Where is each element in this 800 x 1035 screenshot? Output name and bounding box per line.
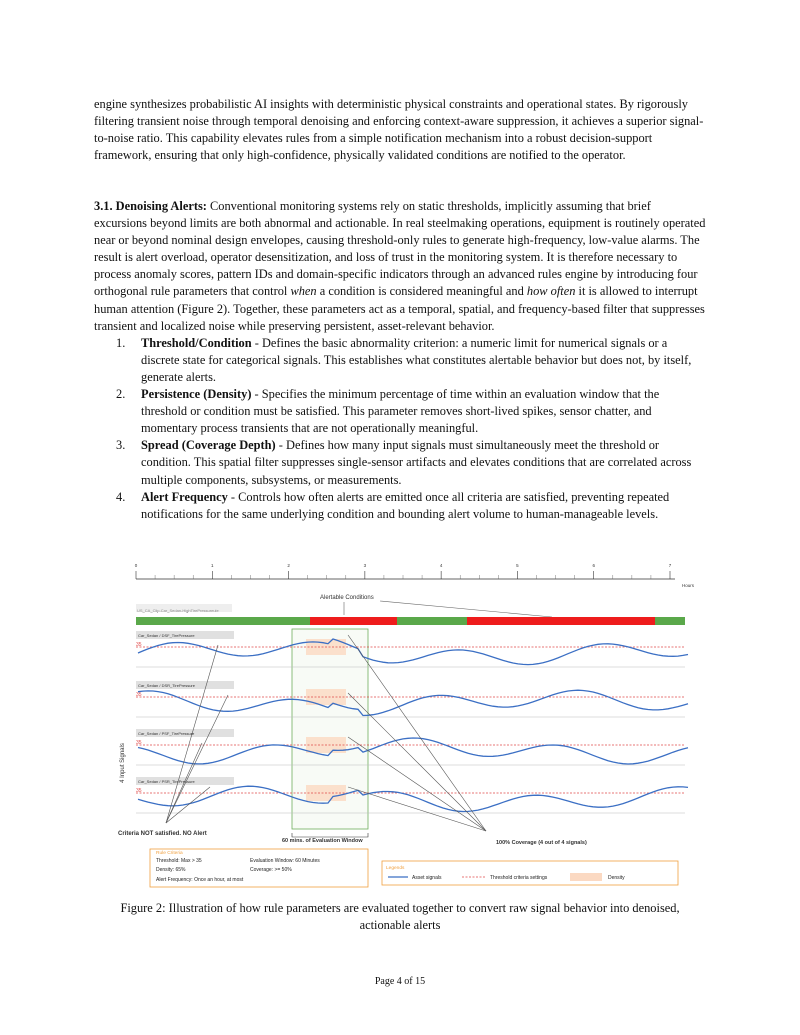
rule-bar-green: [397, 617, 467, 625]
list-number: 4.: [116, 489, 126, 504]
rule-bar-green: [136, 617, 310, 625]
section-text-c: it is allowed to interrupt human attention (Figure 2). Together, these parameters act as a temporal, spatial, and frequency-based filter that suppresses transient and localized noise while preserving persistent, asset-relevant behavior.: [94, 284, 705, 333]
list-item: [94, 335, 706, 386]
rule-bar-green: [655, 617, 685, 625]
list-term: Alert Frequency: [141, 489, 228, 504]
coverage-label: 100% Coverage (4 out of 4 signals): [496, 840, 587, 846]
list-desc: - Controls how often alerts are emitted once all criteria are satisfied, preventing repeated notifications for the same underlying condition and bounding alert volume to human-manageable levels.: [141, 489, 670, 521]
annotation-line: [166, 695, 228, 823]
axis-tick-label: 7: [668, 563, 672, 568]
window-bracket: [292, 833, 368, 837]
legend-density: Density: [608, 875, 625, 881]
axis-tick-label: 0: [134, 563, 138, 568]
figure-diagram: [110, 555, 695, 895]
asset-signal-line: [138, 690, 688, 715]
axis-tick-label: 6: [592, 563, 595, 568]
signal-panels: [136, 631, 688, 813]
list-term: Persistence (Density): [141, 387, 252, 402]
window-label: 60 mins. of Evaluation Window: [282, 838, 363, 844]
asset-signal-line: [138, 639, 688, 665]
criteria-window: Evaluation Window: 60 Minutes: [250, 858, 320, 864]
criteria-frequency: Alert Frequency: Once an hour, at most: [156, 877, 244, 883]
legend-asset: Asset signals: [412, 875, 442, 881]
annotation-line: [348, 693, 486, 831]
rule-bar-red: [310, 617, 397, 625]
axis-ticks: [135, 563, 672, 579]
threshold-value: 35: [136, 642, 142, 648]
axis-tick-label: 4: [439, 563, 443, 568]
rule-parameter-list: [94, 335, 706, 523]
list-desc: - Defines how many input signals must simultaneously meet the threshold or condition. This spatial filter suppresses single-sensor artifacts and elevates conditions that are correlated across multiple components, subsystems, or measurements.: [141, 438, 692, 487]
list-term: Spread (Coverage Depth): [141, 438, 276, 453]
signal-label: Car_Sedan / DSR_TirePressure: [138, 683, 195, 688]
axis-tick-label: 3: [363, 563, 367, 568]
axis-unit: Hours: [682, 583, 695, 588]
section-text-b: a condition is considered meaningful and: [316, 284, 527, 299]
threshold-value: 35: [136, 740, 142, 746]
page-number: Page 4 of 15: [374, 976, 426, 987]
criteria-density: Density: 65%: [156, 867, 186, 873]
signal-panel: [136, 631, 688, 667]
annotation-line: [348, 737, 486, 831]
annotation-line: [348, 787, 486, 831]
axis-tick-label: 1: [211, 563, 214, 568]
section-paragraph: [94, 198, 706, 335]
rule-criteria-box: [150, 849, 368, 887]
threshold-value: 35: [136, 692, 142, 698]
list-item: [94, 386, 706, 437]
list-number: 3.: [116, 438, 126, 453]
criteria-not-satisfied-label: Criteria NOT satisfied. NO Alert: [118, 831, 207, 837]
intro-paragraph: [94, 96, 706, 164]
section-text-a: Conventional monitoring systems rely on static thresholds, implicitly assuming that brief excursions beyond limits are both abnormal and actionable. In real steelmaking operations, equipment is routinely operated near or beyond nominal design envelopes, causing threshold-only rules to generate high-frequency, low-value alarms. The result is alert overload, operator desensitization, and loss of trust in the monitoring system. It is therefore necessary to process anomaly scores, pattern IDs and domain-specific indicators through an advanced rules engine by introducing four orthogonal rule parameters that control: [94, 199, 706, 299]
asset-signal-line: [138, 738, 688, 764]
alertable-conditions-label: Alertable Conditions: [320, 595, 374, 601]
axis-tick-label: 2: [287, 563, 290, 568]
time-axis: [135, 563, 695, 588]
intro-text: engine synthesizes probabilistic AI insights with deterministic physical constraints and operational states. By rigorously filtering transient noise through temporal denoising and enforcing context-aware suppression, it achieves a superior signal-to-noise ratio. This capability elevates rules from a simple notification mechanism into a robust decision-support framework, ensuring that only high-confidence, physically validated conditions are notified to the operator.: [94, 97, 704, 163]
section-3-1: [94, 198, 706, 523]
list-desc: - Defines the basic abnormality criterion: a numeric limit for numerical signals or a discrete state for categorical signals. This establishes what constitutes alertable behavior but does not, by itself, generate alerts.: [141, 335, 692, 384]
arrow-line: [380, 601, 552, 617]
signal-panel: [136, 729, 688, 765]
signal-panel: [136, 681, 688, 717]
rule-criteria-title: Rule Criteria: [156, 851, 183, 856]
annotation-line: [348, 635, 486, 831]
section-heading: 3.1. Denoising Alerts:: [94, 199, 207, 213]
criteria-coverage: Coverage: >= 50%: [250, 867, 292, 873]
signal-label: Car_Sedan / DSF_TirePressure: [138, 633, 195, 638]
legend-box: [382, 861, 678, 885]
criteria-threshold: Threshold: Max > 35: [156, 858, 202, 864]
list-desc: - Specifies the minimum percentage of time within an evaluation window that the threshold or condition must be satisfied. This parameter removes short-lived spikes, sensor chatter, and momentary process transients that are not operationally meaningful.: [141, 387, 660, 436]
legend-threshold: Threshold criteria settings: [490, 875, 548, 881]
signal-label: Car_Sedan / PSR_TirePressure: [138, 779, 195, 784]
figure-2: [110, 555, 695, 895]
list-number: 2.: [116, 387, 126, 402]
axis-tick-label: 5: [516, 563, 519, 568]
legend-title: Legends: [386, 866, 405, 871]
y-axis-label: 4 Input Signals: [120, 743, 126, 783]
figure-caption: Figure 2: Illustration of how rule parameters are evaluated together to convert raw signal behavior into denoised, actionable alerts: [120, 901, 680, 932]
list-term: Threshold/Condition: [141, 335, 252, 350]
rule-bar-label-bg: [136, 604, 232, 612]
signal-label: Car_Sedan / PSF_TirePressure: [138, 731, 195, 736]
legend-border: [382, 861, 678, 885]
list-number: 1.: [116, 335, 126, 350]
list-item: [94, 437, 706, 488]
legend-density-swatch: [570, 873, 602, 881]
annotation-line: [166, 787, 210, 823]
list-item: [94, 489, 706, 523]
em-when: when: [290, 284, 317, 299]
threshold-value: 35: [136, 788, 142, 794]
rule-bar-red: [467, 617, 655, 625]
em-how-often: how often: [526, 284, 576, 299]
